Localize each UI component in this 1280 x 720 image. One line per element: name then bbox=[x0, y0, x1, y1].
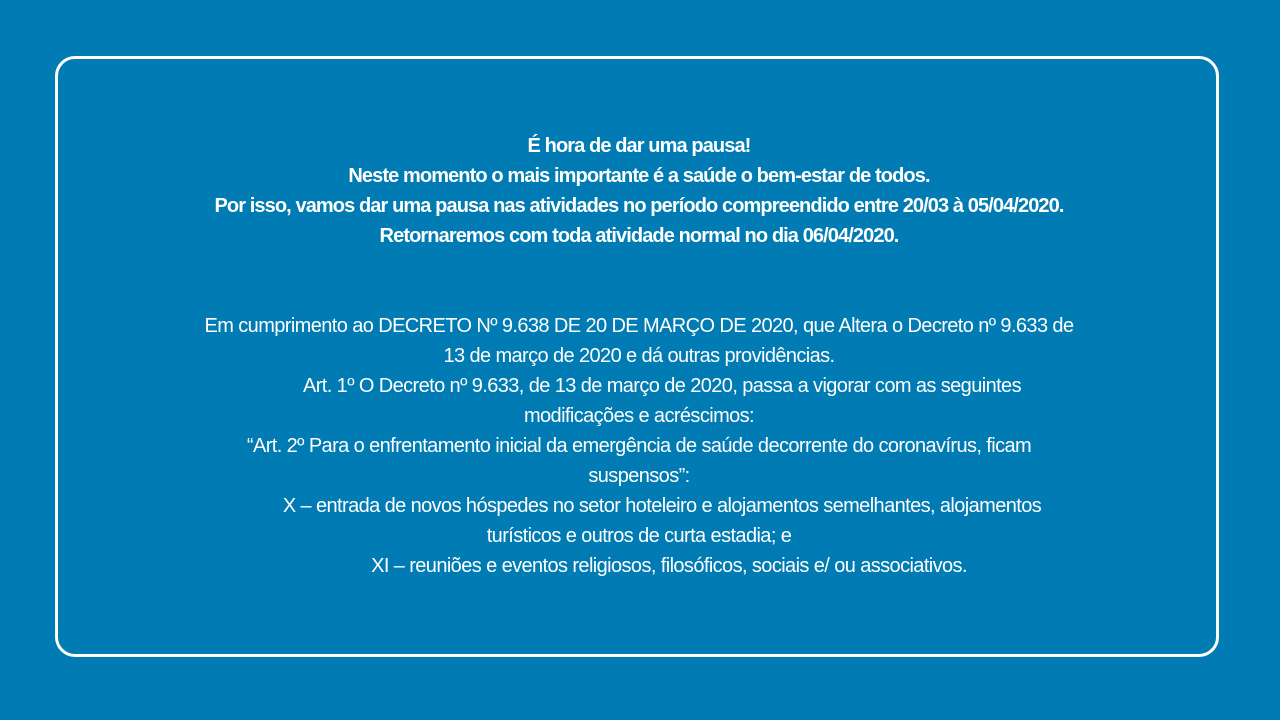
decree-line: XI – reuniões e eventos religiosos, filosóficos, sociais e/ ou associativos. bbox=[371, 555, 967, 577]
decree-line: Em cumprimento ao DECRETO Nº 9.638 DE 20 DE MARÇO DE 2020, que Altera o Decreto nº 9.633 de bbox=[204, 315, 1074, 337]
decree-text bbox=[0, 311, 1280, 581]
announcement-line: Retornaremos com toda atividade normal no dia 06/04/2020. bbox=[379, 225, 899, 247]
decree-line: modificações e acréscimos: bbox=[523, 405, 755, 427]
decree-line: suspensos”: bbox=[588, 465, 690, 487]
announcement-line: Neste momento o mais importante é a saúde o bem-estar de todos. bbox=[348, 165, 930, 187]
decree-line: X – entrada de novos hóspedes no setor hoteleiro e alojamentos semelhantes, alojamentos bbox=[282, 495, 1042, 517]
announcement-title: É hora de dar uma pausa! bbox=[527, 135, 751, 157]
decree-line: Art. 1º O Decreto nº 9.633, de 13 de março de 2020, passa a vigorar com as seguintes bbox=[303, 375, 1021, 397]
pause-announcement bbox=[0, 131, 1280, 251]
announcement-line: Por isso, vamos dar uma pausa nas atividades no período compreendido entre 20/03 à 05/04/2020. bbox=[214, 195, 1064, 217]
decree-line: 13 de março de 2020 e dá outras providências. bbox=[443, 345, 835, 367]
decree-line: turísticos e outros de curta estadia; e bbox=[486, 525, 792, 547]
decree-line: “Art. 2º Para o enfrentamento inicial da emergência de saúde decorrente do coronavírus, ficam bbox=[246, 435, 1032, 457]
